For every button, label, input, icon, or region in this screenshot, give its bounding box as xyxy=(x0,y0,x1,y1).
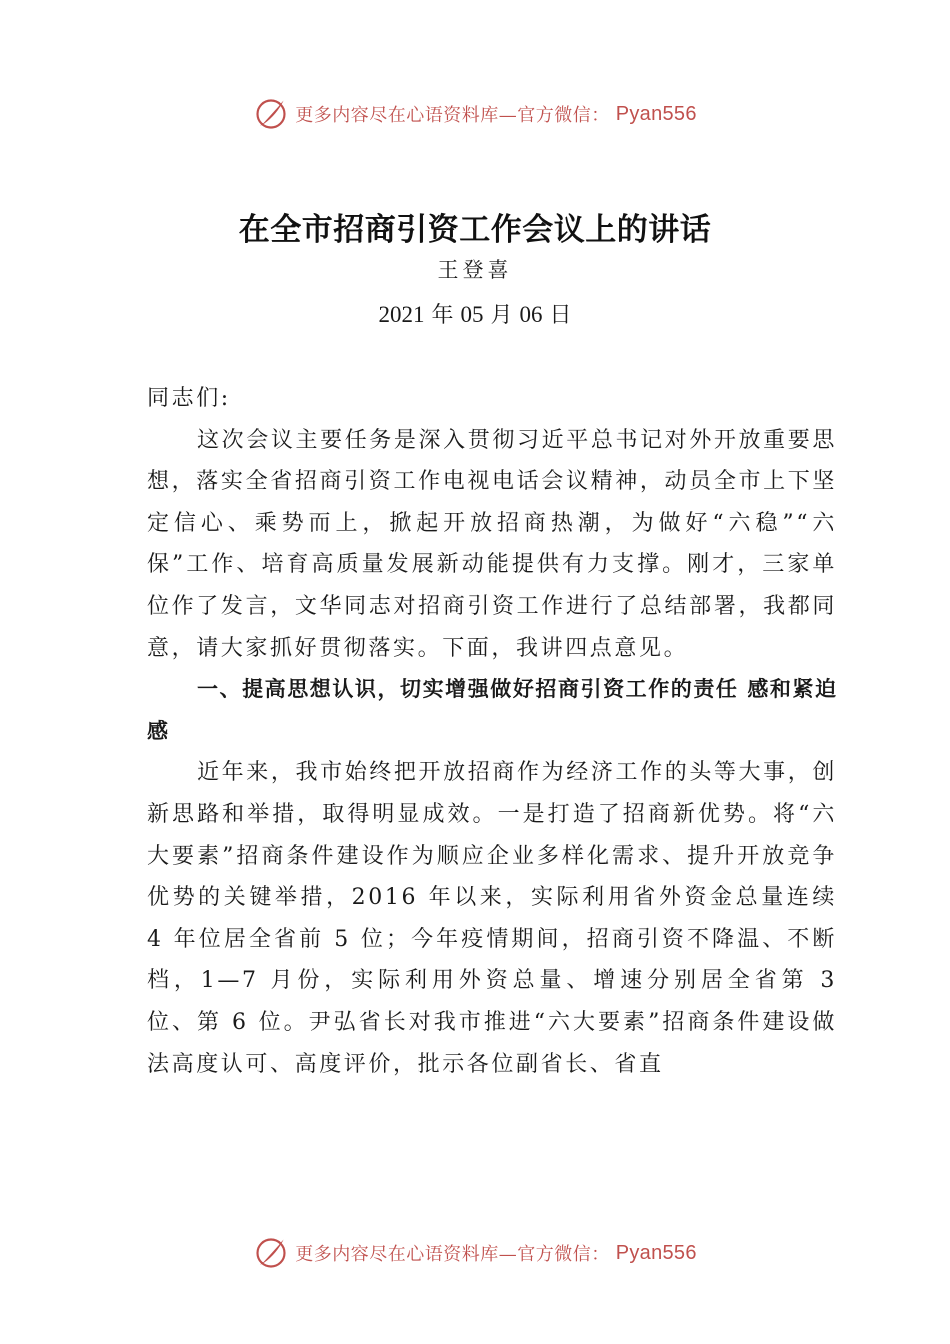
section-heading: 一、提高思想认识，切实增强做好招商引资工作的责任 感和紧迫感 xyxy=(147,677,837,743)
date-day-unit: 日 xyxy=(549,303,572,328)
document-date xyxy=(0,298,950,329)
watermark-text: 更多内容尽在心语资料库—官方微信： xyxy=(295,1244,610,1265)
document-body xyxy=(147,378,837,1085)
date-day: 06 xyxy=(519,302,543,327)
watermark-wechat-id: Pyan556 xyxy=(615,102,697,125)
intro-paragraph: 这次会议主要任务是深入贯彻习近平总书记对外开放重要思想，落实全省招商引资工作电视电话会议精神，动员全市上下坚定信心、乘势而上，掀起开放招商热潮，为做好“六稳”“六保”工作、培育高质量发展新动能提供有力支撑。刚才，三家单位作了发言，文华同志对招商引资工作进行了总结部署，我都同意，请大家抓好贯彻落实。下面，我讲四点意见。 xyxy=(147,427,837,661)
document-title: 在全市招商引资工作会议上的讲话 xyxy=(238,212,712,248)
date-month-unit: 月 xyxy=(490,303,513,328)
watermark-wechat-id: Pyan556 xyxy=(615,1241,697,1264)
document-author: 王登喜 xyxy=(437,258,513,282)
quill-pen-logo-icon xyxy=(253,1235,289,1271)
date-year: 2021 xyxy=(378,302,425,327)
watermark-text: 更多内容尽在心语资料库—官方微信： xyxy=(295,105,610,126)
date-year-unit: 年 xyxy=(431,303,454,328)
date-month: 05 xyxy=(460,302,484,327)
greeting: 同志们: xyxy=(147,386,231,411)
footer-watermark xyxy=(0,1233,950,1273)
quill-pen-logo-icon xyxy=(253,96,289,132)
header-watermark xyxy=(0,94,950,134)
section-paragraph: 近年来，我市始终把开放招商作为经济工作的头等大事，创新思路和举措，取得明显成效。一是打造了招商新优势。将“六大要素”招商条件建设作为顺应企业多样化需求、提升开放竞争优势的关键举措，2016 年以来，实际利用省外资金总量连续 4 年位居全省前 5 位；今年疫情期间，招商引资不降温、不断档，1—7 月份，实际利用外资总量、增速分别居全省第 3 位、第 6 位。尹弘省长对我市推进“六大要素”招商条件建设做法高度认可、高度评价，批示各位副省长、省直 xyxy=(147,760,837,1077)
